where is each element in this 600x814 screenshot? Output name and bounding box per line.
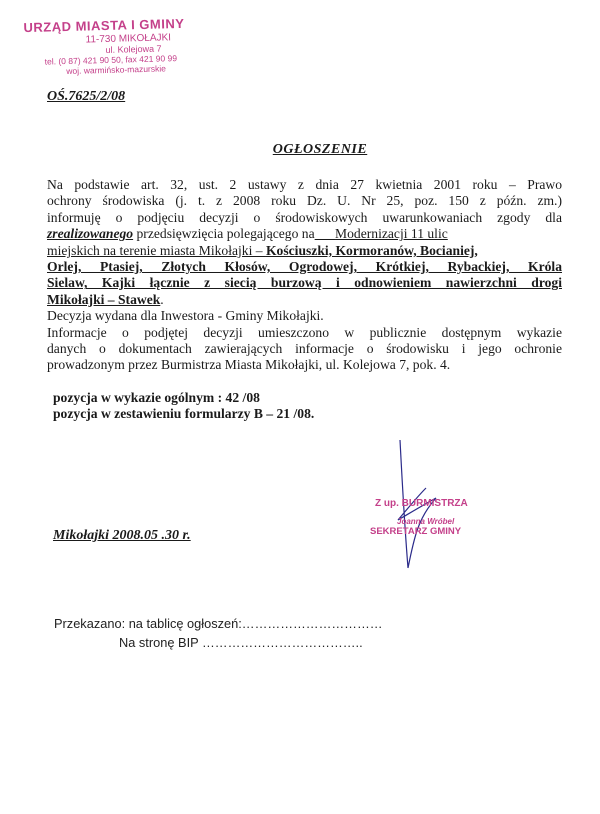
body-line bbox=[47, 243, 562, 259]
investor-line: Decyzja wydana dla Inwestora - Gminy Mikołajki. bbox=[47, 308, 324, 324]
body-line: prowadzonym przez Burmistrza Miasta Mikołajki, ul. Kolejowa 7, pok. 4. bbox=[47, 357, 451, 373]
street-list: Sielaw, Kajki łącznie z siecią burzową i odnowieniem nawierzchni drogi bbox=[47, 275, 562, 291]
stamp-line-3: ul. Kolejowa 7 bbox=[105, 43, 162, 55]
street-list: Orlej, Ptasiej, Złotych Kłosów, Ogrodowej, Krótkiej, Rybackiej, Króla bbox=[47, 259, 562, 275]
handover-bip: Na stronę BIP ……………………………….. bbox=[119, 635, 363, 650]
document-title: OGŁOSZENIE bbox=[272, 142, 368, 157]
body-text bbox=[315, 226, 448, 241]
stamp-line-1: URZĄD MIASTA I GMINY bbox=[23, 15, 185, 36]
position-general: pozycja w wykazie ogólnym : 42 /08 bbox=[53, 390, 260, 405]
project-name: Modernizacji 11 ulic bbox=[335, 226, 448, 242]
stamp-line-5: woj. warmińsko-mazurskie bbox=[66, 63, 167, 77]
body-line: Informacje o podjętej decyzji umieszczono w publicznie dostępnym wykazie bbox=[47, 324, 562, 340]
handover-section bbox=[54, 614, 383, 652]
street-list: Mikołajki – Stawek bbox=[47, 291, 161, 307]
body-line: danych o dokumentach zawierających informacje o środowisku i jego ochronie bbox=[47, 341, 562, 357]
realized-word: zrealizowanego bbox=[47, 226, 134, 242]
body-text: miejskich na terenie miasta Mikołajki – bbox=[47, 242, 266, 258]
issue-date: Mikołajki 2008.05 .30 r. bbox=[53, 528, 191, 543]
office-stamp bbox=[1, 15, 207, 77]
street-list: Kościuszki, Kormoranów, Bocianiej, bbox=[265, 242, 478, 258]
signatory-name: Joanna Wróbel bbox=[397, 517, 455, 526]
body-line bbox=[47, 292, 562, 308]
stamp-line-2: 11-730 MIKOŁAJKI bbox=[85, 32, 172, 46]
stamp-line-4: tel. (0 87) 421 90 50, fax 421 90 99 bbox=[44, 53, 178, 67]
body-line: Na podstawie art. 32, ust. 2 ustawy z dnia 27 kwietnia 2001 roku – Prawo bbox=[47, 177, 562, 192]
body-text: . bbox=[160, 291, 164, 307]
position-forms: pozycja w zestawieniu formularzy B – 21 /08. bbox=[53, 406, 315, 421]
announcement-body bbox=[47, 177, 562, 374]
signature-line-2: SEKRETARZ GMINY bbox=[370, 526, 462, 537]
reference-number: OŚ.7625/2/08 bbox=[47, 89, 126, 104]
signature-block bbox=[365, 498, 525, 537]
signature-line-1: Z up. BURMISTRZA bbox=[375, 498, 468, 509]
body-line: informuję o podjęciu decyzji o środowiskowych uwarunkowaniach zgody dla bbox=[47, 209, 562, 225]
body-line bbox=[47, 226, 562, 242]
body-line: ochrony środowiska (j. t. z 2008 roku Dz. U. Nr 25, poz. 150 z późn. zm.) bbox=[47, 193, 562, 209]
handover-notice-board: Przekazano: na tablicę ogłoszeń:…………………………… bbox=[54, 616, 383, 631]
body-text: przedsięwzięcia polegającego na bbox=[133, 226, 315, 242]
